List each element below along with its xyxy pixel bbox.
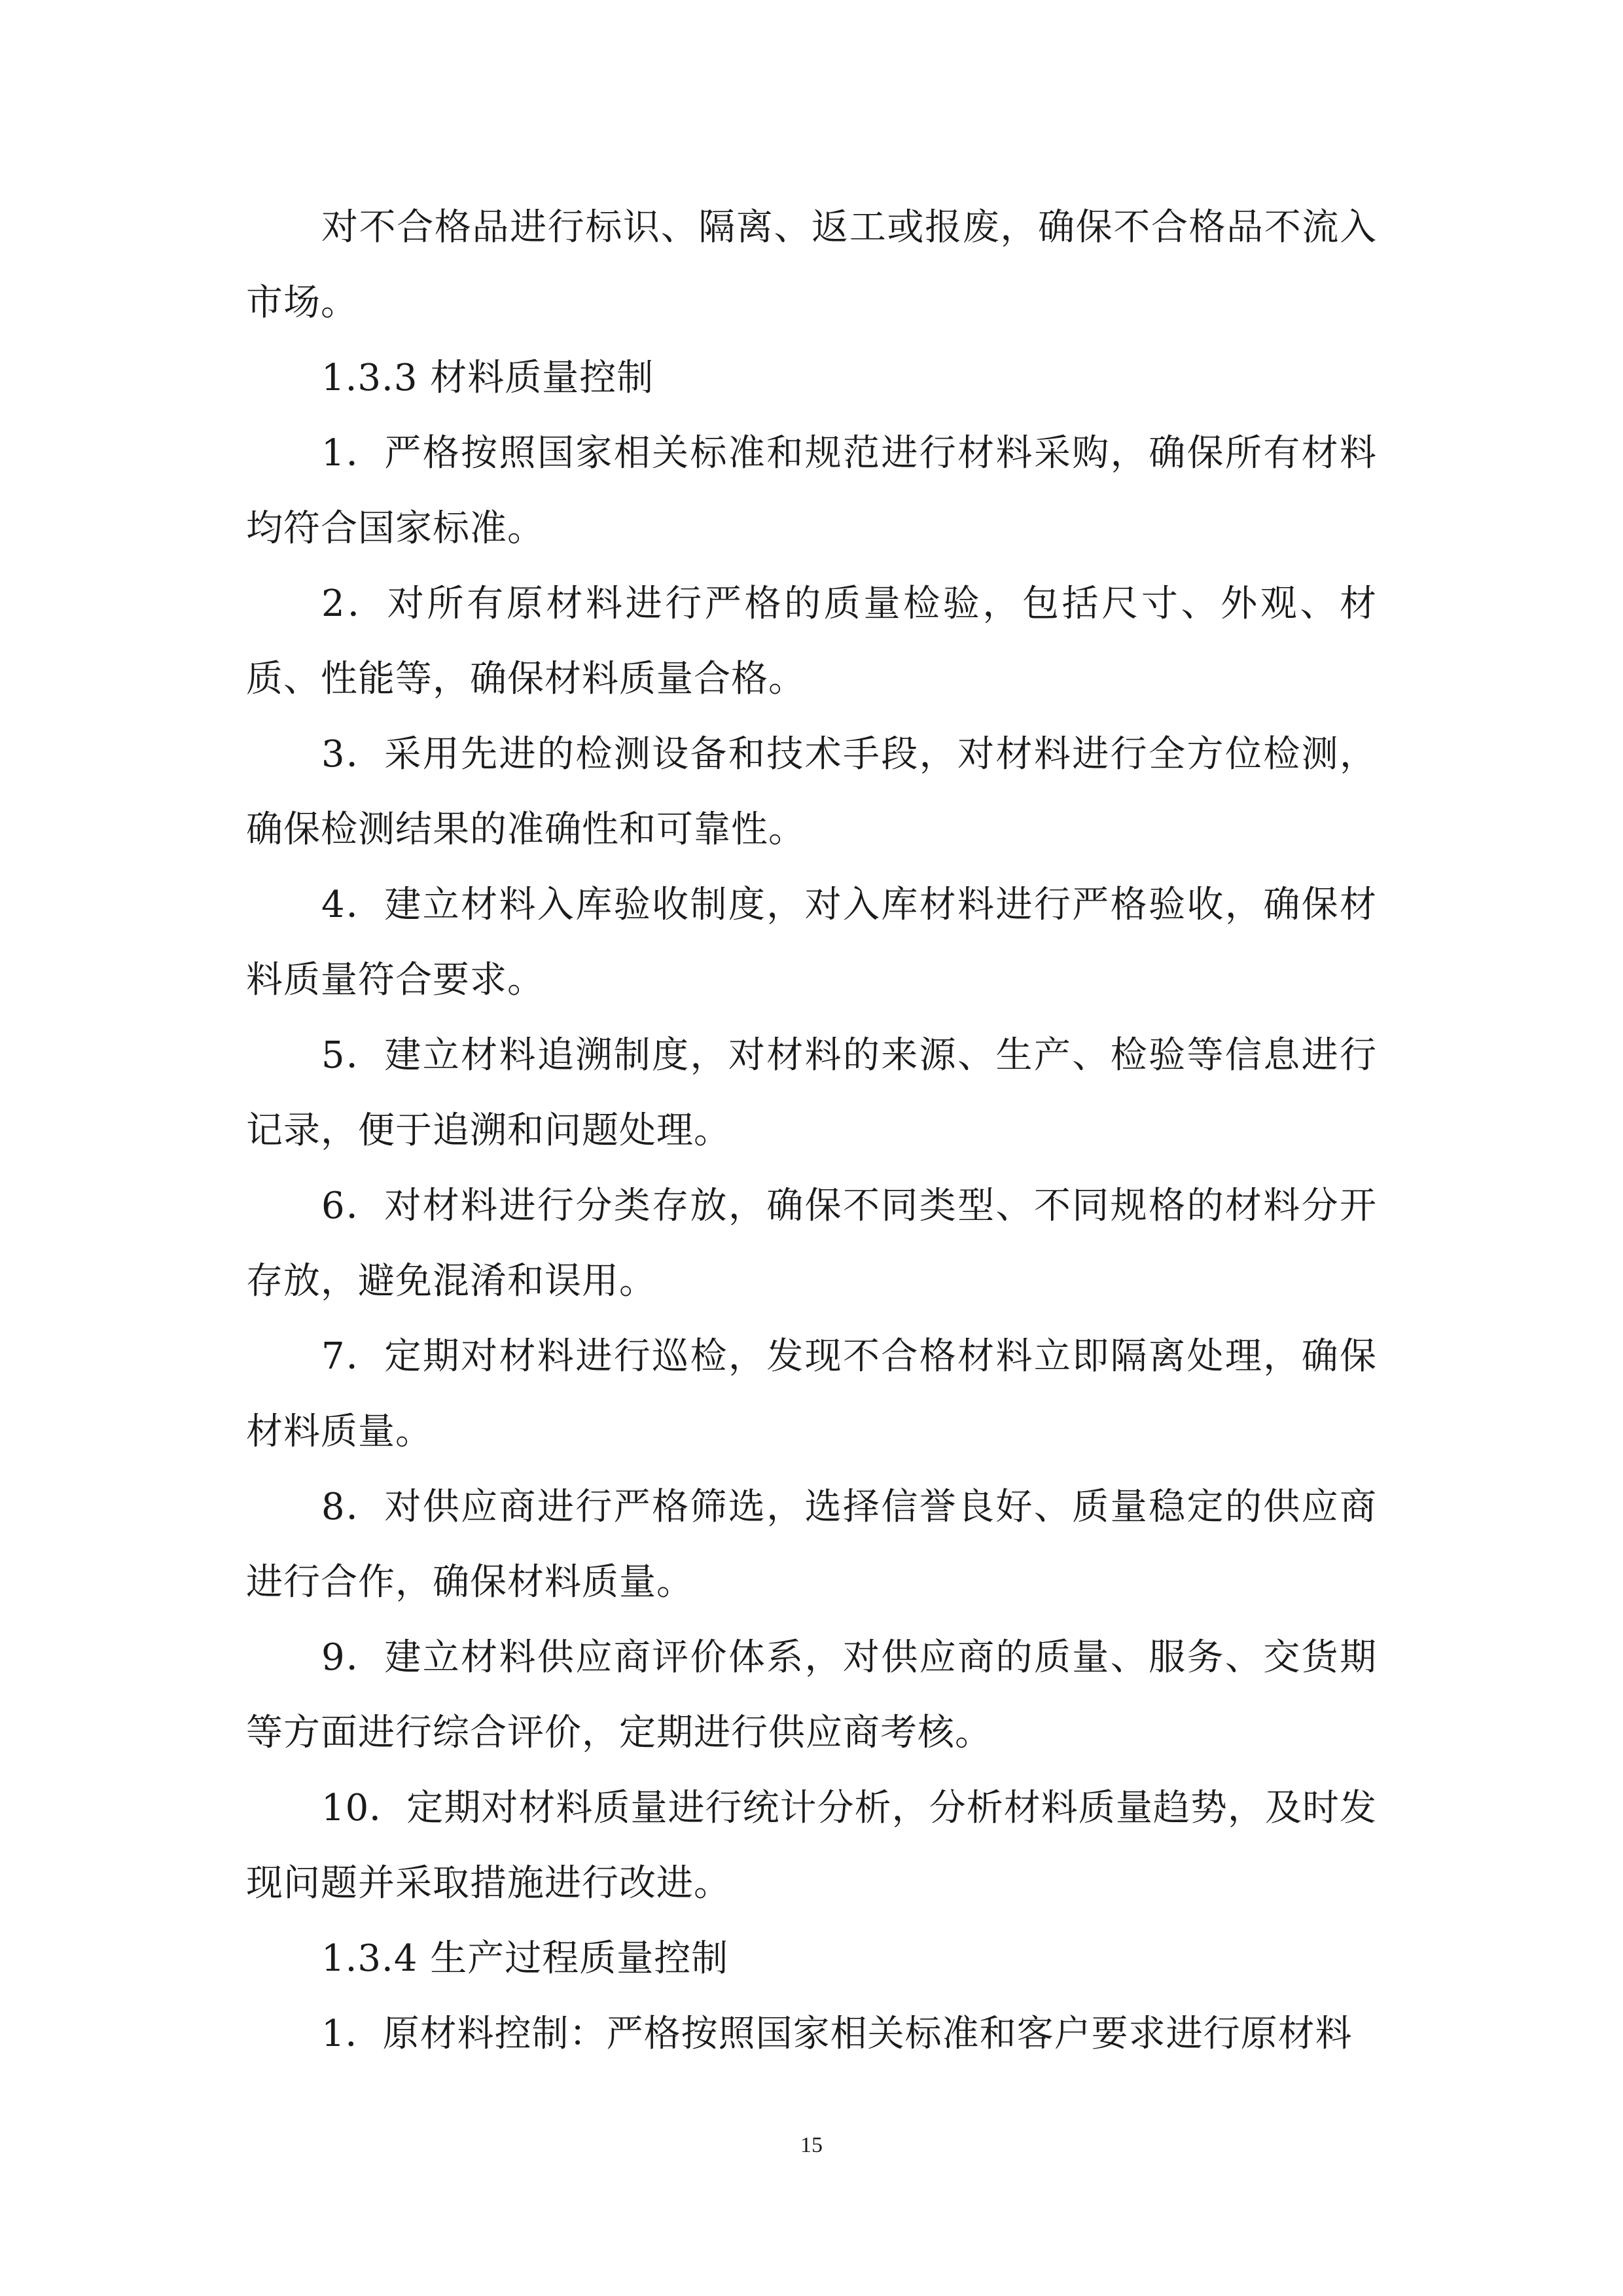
- document-body: [246, 190, 1377, 2072]
- list-item-2: 2．对所有原材料进行严格的质量检验，包括尺寸、外观、材质、性能等，确保材料质量合格。: [246, 583, 1377, 700]
- list-item-8: 8．对供应商进行严格筛选，选择信誉良好、质量稳定的供应商进行合作，确保材料质量。: [246, 1486, 1377, 1604]
- list-item-5: 5．建立材料追溯制度，对材料的来源、生产、检验等信息进行记录，便于追溯和问题处理。: [246, 1034, 1377, 1152]
- list-item-10: 10．定期对材料质量进行统计分析，分析材料质量趋势，及时发现问题并采取措施进行改进。: [246, 1787, 1377, 1905]
- paragraph-nonconforming-products: 对不合格品进行标识、隔离、返工或报废，确保不合格品不流入市场。: [246, 206, 1377, 324]
- list-item-9: 9．建立材料供应商评价体系，对供应商的质量、服务、交货期等方面进行综合评价，定期进行供应商考核。: [246, 1636, 1377, 1754]
- list-item-raw-material-control: 1．原材料控制：严格按照国家相关标准和客户要求进行原材料: [321, 2013, 1353, 2055]
- list-item-1: 1．严格按照国家相关标准和规范进行材料采购，确保所有材料均符合国家标准。: [246, 432, 1377, 550]
- list-item-3: 3．采用先进的检测设备和技术手段，对材料进行全方位检测，确保检测结果的准确性和可靠性。: [246, 733, 1377, 851]
- section-heading-material-quality-control: 1.3.3 材料质量控制: [321, 357, 654, 399]
- list-item-7: 7．定期对材料进行巡检，发现不合格材料立即隔离处理，确保材料质量。: [246, 1335, 1377, 1453]
- page-number: 15: [800, 2133, 823, 2157]
- list-item-4: 4．建立材料入库验收制度，对入库材料进行严格验收，确保材料质量符合要求。: [246, 884, 1377, 1001]
- section-heading-production-process-quality-control: 1.3.4 生产过程质量控制: [321, 1937, 729, 1980]
- list-item-6: 6．对材料进行分类存放，确保不同类型、不同规格的材料分开存放，避免混淆和误用。: [246, 1185, 1377, 1302]
